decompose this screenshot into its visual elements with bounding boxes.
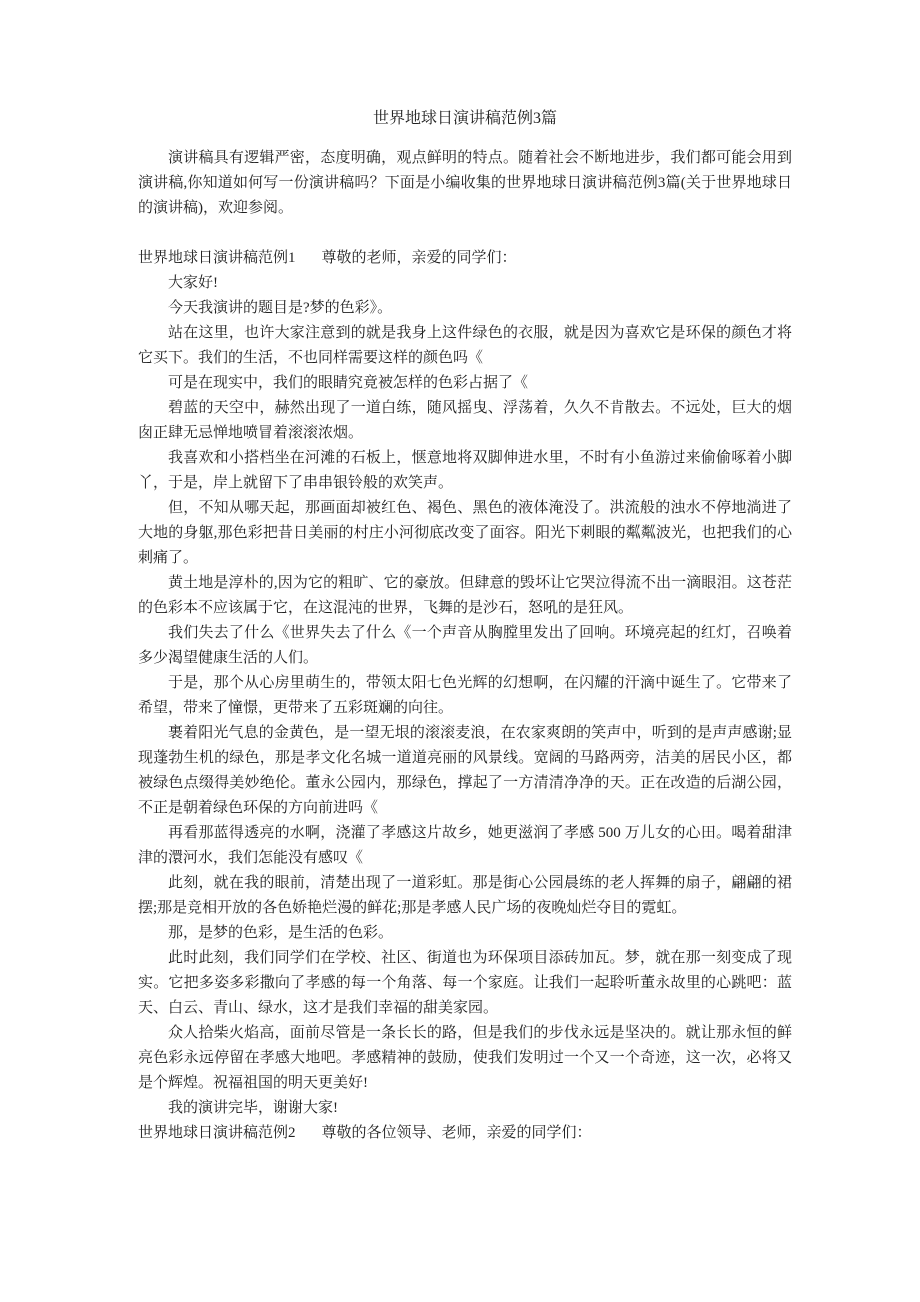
paragraph: 今天我演讲的题目是?梦的色彩》。	[168, 300, 393, 316]
section-1-heading-line	[138, 246, 792, 271]
paragraph: 再看那蓝得透亮的水啊，浇灌了孝感这片故乡，她更滋润了孝感 500 万儿女的心田。喝着甜津津的澴河水，我们怎能没有感叹《	[138, 825, 792, 866]
paragraph: 裹着阳光气息的金黄色，是一望无垠的滚滚麦浪，在农家爽朗的笑声中，听到的是声声感谢;显现蓬勃生机的绿色，那是孝文化名城一道道亮丽的风景线。宽阔的马路两旁，洁美的居民小区，都被绿色点缀得美妙绝伦。董永公园内，那绿色，撑起了一方清清净净的天。正在改造的后湖公园，不正是朝着绿色环保的方向前进吗《	[138, 725, 792, 816]
blank-line	[138, 221, 792, 246]
paragraph: 我们失去了什么《世界失去了什么《一个声音从胸膛里发出了回响。环境亮起的红灯，召唤着多少渴望健康生活的人们。	[138, 625, 792, 666]
paragraph: 我的演讲完毕，谢谢大家!	[168, 1100, 338, 1116]
section-2-heading: 世界地球日演讲稿范例2	[138, 1125, 296, 1141]
paragraph: 众人拾柴火焰高，面前尽管是一条长长的路，但是我们的步伐永远是坚决的。就让那永恒的鲜亮色彩永远停留在孝感大地吧。孝感精神的鼓励，使我们发明过一个又一个奇迹，这一次，必将又是个辉煌。祝福祖国的明天更美好!	[138, 1025, 792, 1091]
section-1-salutation: 尊敬的老师，亲爱的同学们：	[321, 250, 517, 266]
paragraph: 碧蓝的天空中，赫然出现了一道白练，随风摇曳、浮荡着，久久不肯散去。不远处，巨大的烟囱正肆无忌惮地喷冒着滚滚浓烟。	[138, 400, 792, 441]
paragraph: 那，是梦的色彩，是生活的色彩。	[168, 925, 394, 941]
section-2-heading-line	[138, 1121, 792, 1146]
paragraph: 我喜欢和小搭档坐在河滩的石板上，惬意地将双脚伸进水里，不时有小鱼游过来偷偷啄着小脚丫，于是，岸上就留下了串串银铃般的欢笑声。	[138, 450, 792, 491]
paragraph: 于是，那个从心房里萌生的，带领太阳七色光辉的幻想啊，在闪耀的汗滴中诞生了。它带来了希望，带来了憧憬，更带来了五彩斑斓的向往。	[138, 675, 792, 716]
paragraph: 可是在现实中，我们的眼睛究竟被怎样的色彩占据了《	[168, 375, 529, 391]
page-title: 世界地球日演讲稿范例3篇	[372, 110, 557, 127]
paragraph: 此时此刻，我们同学们在学校、社区、街道也为环保项目添砖加瓦。梦，就在那一刻变成了现实。它把多姿多彩撒向了孝感的每一个角落、每一个家庭。让我们一起聆听董永故里的心跳吧：蓝天、白云、青山、绿水，这才是我们幸福的甜美家园。	[138, 950, 792, 1016]
section-1-heading: 世界地球日演讲稿范例1	[138, 250, 296, 266]
intro-paragraph: 演讲稿具有逻辑严密，态度明确，观点鲜明的特点。随着社会不断地进步，我们都可能会用到演讲稿,你知道如何写一份演讲稿吗？下面是小编收集的世界地球日演讲稿范例3篇(关于世界地球日的演讲稿)，欢迎参阅。	[138, 150, 792, 216]
paragraph: 此刻，就在我的眼前，清楚出现了一道彩虹。那是街心公园晨练的老人挥舞的扇子，翩翩的裙摆;那是竞相开放的各色娇艳烂漫的鲜花;那是孝感人民广场的夜晚灿烂夺目的霓虹。	[138, 875, 792, 916]
paragraph: 黄土地是淳朴的,因为它的粗旷、它的豪放。但肆意的毁坏让它哭泣得流不出一滴眼泪。这苍茫的色彩本不应该属于它，在这混沌的世界，飞舞的是沙石，怒吼的是狂风。	[138, 575, 792, 616]
paragraph: 站在这里，也许大家注意到的就是我身上这件绿色的衣服，就是因为喜欢它是环保的颜色才将它买下。我们的生活，不也同样需要这样的颜色吗《	[138, 325, 792, 366]
paragraph: 大家好!	[168, 275, 218, 291]
section-2-salutation: 尊敬的各位领导、老师，亲爱的同学们：	[321, 1125, 592, 1141]
paragraph: 但，不知从哪天起，那画面却被红色、褐色、黑色的液体淹没了。洪流般的浊水不停地淌进了大地的身躯,那色彩把昔日美丽的村庄小河彻底改变了面容。阳光下刺眼的粼粼波光，也把我们的心刺痛了。	[138, 500, 792, 566]
